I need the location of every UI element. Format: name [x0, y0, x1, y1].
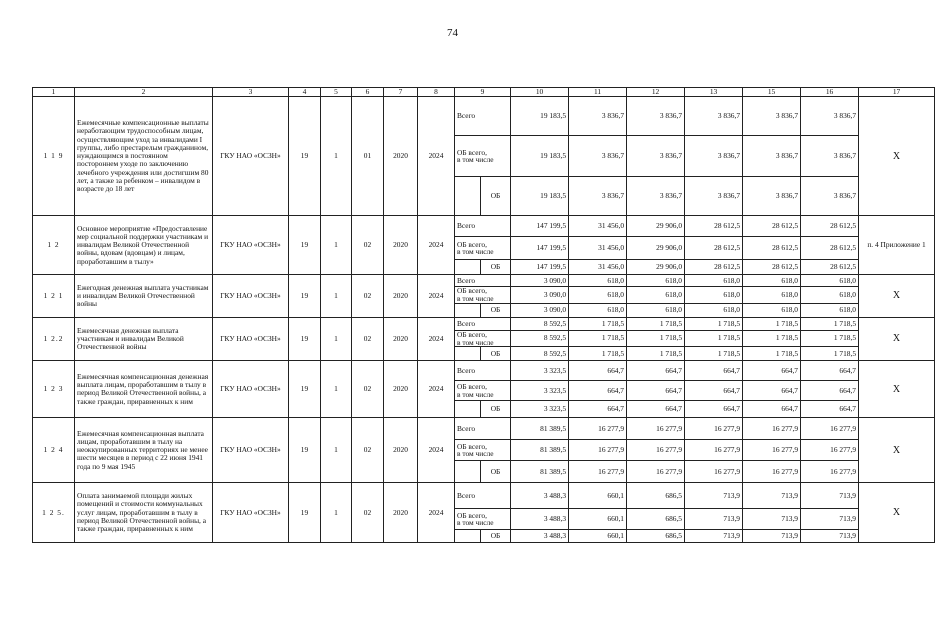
value-cell: 3 836,7 [569, 177, 627, 216]
value-cell: 618,0 [743, 287, 801, 304]
col-header: 9 [455, 88, 511, 97]
value-cell: 686,5 [627, 530, 685, 543]
value-cell: 1 718,5 [685, 347, 743, 361]
value-cell: 81 389,5 [511, 440, 569, 461]
value-cell: 29 906,0 [627, 216, 685, 237]
start-year: 2020 [384, 361, 418, 418]
value-cell: 664,7 [569, 401, 627, 418]
end-year: 2024 [418, 418, 455, 483]
value-cell: 16 277,9 [627, 461, 685, 483]
value-cell: 1 718,5 [801, 347, 859, 361]
value-cell: 147 199,5 [511, 237, 569, 260]
value-cell: 618,0 [569, 275, 627, 287]
code-cell: 1 [321, 275, 352, 318]
table-row [33, 483, 935, 509]
source-ob-total-label: ОБ всего, [457, 441, 487, 451]
code-cell: 1 [321, 97, 352, 216]
value-cell: 1 718,5 [685, 330, 743, 347]
col-header: 4 [289, 88, 321, 97]
value-cell: 16 277,9 [685, 461, 743, 483]
value-cell: 3 836,7 [569, 97, 627, 136]
col-header: 7 [384, 88, 418, 97]
source-ob: ОБ [481, 530, 511, 543]
value-cell: 3 836,7 [743, 97, 801, 136]
value-cell: 664,7 [627, 381, 685, 401]
value-cell: 29 906,0 [627, 237, 685, 260]
note-cell: X [859, 418, 935, 483]
value-cell: 3 488,3 [511, 509, 569, 530]
value-cell: 16 277,9 [743, 418, 801, 440]
value-cell: 618,0 [569, 303, 627, 317]
end-year: 2024 [418, 216, 455, 275]
source-ob-total-label: ОБ всего, [457, 286, 487, 296]
source-ob-total-label: ОБ всего, [457, 382, 487, 392]
activity-name: Ежегодная денежная выплата участникам и инвалидам Великой Отечественной войны [75, 275, 213, 318]
value-cell: 686,5 [627, 483, 685, 509]
value-cell: 618,0 [685, 303, 743, 317]
col-header: 8 [418, 88, 455, 97]
code-cell: 19 [289, 216, 321, 275]
value-cell: 713,9 [743, 509, 801, 530]
end-year: 2024 [418, 97, 455, 216]
note-cell: X [859, 483, 935, 543]
code-cell: 19 [289, 317, 321, 361]
value-cell: 16 277,9 [685, 418, 743, 440]
budget-table [32, 87, 935, 543]
table-row [33, 97, 935, 136]
source-ob-total [455, 330, 511, 347]
source-incl-label: в том числе [457, 337, 494, 347]
row-code: 1 1 9 [33, 97, 75, 216]
activity-name: Ежемесячная компенсационная денежная выплата лицам, проработавшим в тылу в период Великой Отечественной войны, а также граждан, приравненных к ним [75, 361, 213, 418]
col-header: 5 [321, 88, 352, 97]
col-header: 1 [33, 88, 75, 97]
responsible-org: ГКУ НАО «ОСЗН» [213, 317, 289, 361]
source-incl-label: в том числе [457, 294, 494, 304]
value-cell: 28 612,5 [685, 216, 743, 237]
code-cell: 1 [321, 483, 352, 543]
source-ob: ОБ [481, 177, 511, 216]
source-indent [455, 177, 481, 216]
value-cell: 618,0 [801, 303, 859, 317]
value-cell: 3 836,7 [685, 97, 743, 136]
value-cell: 618,0 [743, 303, 801, 317]
value-cell: 16 277,9 [801, 440, 859, 461]
value-cell: 1 718,5 [685, 317, 743, 330]
code-cell: 19 [289, 483, 321, 543]
value-cell: 713,9 [685, 483, 743, 509]
source-indent [455, 260, 481, 275]
value-cell: 81 389,5 [511, 418, 569, 440]
header-row [33, 88, 935, 97]
col-header: 11 [569, 88, 627, 97]
value-cell: 3 488,3 [511, 483, 569, 509]
value-cell: 3 488,3 [511, 530, 569, 543]
value-cell: 618,0 [627, 287, 685, 304]
code-cell: 1 [321, 216, 352, 275]
value-cell: 618,0 [801, 275, 859, 287]
value-cell: 29 906,0 [627, 260, 685, 275]
code-cell: 19 [289, 361, 321, 418]
value-cell: 16 277,9 [569, 440, 627, 461]
col-header: 15 [743, 88, 801, 97]
value-cell: 8 592,5 [511, 347, 569, 361]
value-cell: 713,9 [801, 530, 859, 543]
start-year: 2020 [384, 97, 418, 216]
value-cell: 686,5 [627, 509, 685, 530]
code-cell: 02 [352, 275, 384, 318]
value-cell: 3 090,0 [511, 287, 569, 304]
value-cell: 1 718,5 [627, 330, 685, 347]
source-total: Всего [455, 361, 511, 381]
source-ob: ОБ [481, 401, 511, 418]
row-code: 1 2 1 [33, 275, 75, 318]
source-ob: ОБ [481, 347, 511, 361]
value-cell: 3 836,7 [685, 136, 743, 177]
source-ob: ОБ [481, 260, 511, 275]
value-cell: 16 277,9 [801, 461, 859, 483]
value-cell: 713,9 [685, 530, 743, 543]
table-row [33, 317, 935, 330]
value-cell: 3 836,7 [685, 177, 743, 216]
value-cell: 28 612,5 [685, 260, 743, 275]
value-cell: 147 199,5 [511, 260, 569, 275]
code-cell: 1 [321, 418, 352, 483]
activity-name: Основное мероприятие «Предоставление мер социальной поддержки участникам и инвалидам Великой Отечественной войны, вдовам (вдовцам) и лицам, проработавшим в тылу» [75, 216, 213, 275]
source-ob-total-label: ОБ всего, [457, 510, 487, 520]
value-cell: 16 277,9 [743, 461, 801, 483]
value-cell: 1 718,5 [743, 347, 801, 361]
code-cell: 1 [321, 317, 352, 361]
responsible-org: ГКУ НАО «ОСЗН» [213, 361, 289, 418]
source-ob-total [455, 509, 511, 530]
responsible-org: ГКУ НАО «ОСЗН» [213, 418, 289, 483]
source-indent [455, 530, 481, 543]
table-row [33, 216, 935, 237]
source-ob-total [455, 381, 511, 401]
value-cell: 1 718,5 [743, 330, 801, 347]
value-cell: 3 090,0 [511, 275, 569, 287]
value-cell: 16 277,9 [743, 440, 801, 461]
source-total: Всего [455, 418, 511, 440]
value-cell: 664,7 [801, 401, 859, 418]
value-cell: 8 592,5 [511, 330, 569, 347]
value-cell: 28 612,5 [743, 260, 801, 275]
activity-name: Ежемесячная денежная выплата участникам и инвалидам Великой Отечественной войны [75, 317, 213, 361]
value-cell: 16 277,9 [569, 461, 627, 483]
col-header: 10 [511, 88, 569, 97]
source-incl-label: в том числе [457, 389, 494, 399]
value-cell: 1 718,5 [743, 317, 801, 330]
source-incl-label: в том числе [457, 155, 494, 165]
value-cell: 3 090,0 [511, 303, 569, 317]
code-cell: 02 [352, 317, 384, 361]
value-cell: 31 456,0 [569, 216, 627, 237]
source-indent [455, 303, 481, 317]
value-cell: 28 612,5 [801, 237, 859, 260]
value-cell: 1 718,5 [569, 347, 627, 361]
source-total: Всего [455, 216, 511, 237]
value-cell: 16 277,9 [801, 418, 859, 440]
value-cell: 618,0 [801, 287, 859, 304]
table-row [33, 418, 935, 440]
responsible-org: ГКУ НАО «ОСЗН» [213, 216, 289, 275]
end-year: 2024 [418, 275, 455, 318]
value-cell: 28 612,5 [801, 260, 859, 275]
source-indent [455, 347, 481, 361]
value-cell: 31 456,0 [569, 237, 627, 260]
source-ob: ОБ [481, 461, 511, 483]
source-total: Всего [455, 483, 511, 509]
value-cell: 3 836,7 [801, 97, 859, 136]
value-cell: 660,1 [569, 530, 627, 543]
source-total: Всего [455, 97, 511, 136]
value-cell: 16 277,9 [627, 418, 685, 440]
activity-name: Оплата занимаемой площади жилых помещений и стоимости коммунальных услуг лицам, проработавшим в тылу в период Великой Отечественной войны, а также граждан, приравненных к ним [75, 483, 213, 543]
value-cell: 3 323,5 [511, 381, 569, 401]
end-year: 2024 [418, 483, 455, 543]
source-incl-label: в том числе [457, 449, 494, 459]
start-year: 2020 [384, 483, 418, 543]
value-cell: 664,7 [743, 361, 801, 381]
code-cell: 19 [289, 418, 321, 483]
value-cell: 713,9 [685, 509, 743, 530]
value-cell: 3 836,7 [627, 177, 685, 216]
value-cell: 664,7 [801, 381, 859, 401]
source-ob-total-label: ОБ всего, [457, 329, 487, 339]
code-cell: 02 [352, 483, 384, 543]
col-header: 13 [685, 88, 743, 97]
value-cell: 16 277,9 [569, 418, 627, 440]
value-cell: 3 836,7 [801, 136, 859, 177]
source-ob-total [455, 136, 511, 177]
value-cell: 3 323,5 [511, 401, 569, 418]
value-cell: 81 389,5 [511, 461, 569, 483]
value-cell: 3 836,7 [627, 97, 685, 136]
value-cell: 664,7 [685, 381, 743, 401]
source-ob-total [455, 440, 511, 461]
end-year: 2024 [418, 317, 455, 361]
note-cell: X [859, 97, 935, 216]
source-ob-total-label: ОБ всего, [457, 239, 487, 249]
value-cell: 664,7 [743, 401, 801, 418]
start-year: 2020 [384, 275, 418, 318]
note-cell: п. 4 Приложение 1 [859, 216, 935, 275]
value-cell: 1 718,5 [569, 317, 627, 330]
row-code: 1 2 4 [33, 418, 75, 483]
value-cell: 19 183,5 [511, 97, 569, 136]
value-cell: 3 323,5 [511, 361, 569, 381]
value-cell: 713,9 [743, 483, 801, 509]
value-cell: 664,7 [569, 381, 627, 401]
value-cell: 28 612,5 [743, 237, 801, 260]
source-total: Всего [455, 317, 511, 330]
source-ob: ОБ [481, 303, 511, 317]
code-cell: 02 [352, 216, 384, 275]
value-cell: 618,0 [743, 275, 801, 287]
col-header: 6 [352, 88, 384, 97]
col-header: 12 [627, 88, 685, 97]
note-cell: X [859, 361, 935, 418]
code-cell: 19 [289, 97, 321, 216]
value-cell: 3 836,7 [569, 136, 627, 177]
source-ob-total-label: ОБ всего, [457, 147, 487, 157]
value-cell: 28 612,5 [685, 237, 743, 260]
page-number: 74 [447, 27, 458, 39]
value-cell: 664,7 [685, 401, 743, 418]
table-row [33, 361, 935, 381]
source-incl-label: в том числе [457, 518, 494, 528]
value-cell: 3 836,7 [801, 177, 859, 216]
source-ob-total [455, 237, 511, 260]
note-cell: X [859, 317, 935, 361]
code-cell: 1 [321, 361, 352, 418]
row-code: 1 2.2 [33, 317, 75, 361]
source-indent [455, 401, 481, 418]
code-cell: 19 [289, 275, 321, 318]
value-cell: 1 718,5 [627, 347, 685, 361]
value-cell: 3 836,7 [627, 136, 685, 177]
responsible-org: ГКУ НАО «ОСЗН» [213, 483, 289, 543]
table-body [33, 97, 935, 543]
value-cell: 1 718,5 [569, 330, 627, 347]
col-header: 2 [75, 88, 213, 97]
responsible-org: ГКУ НАО «ОСЗН» [213, 97, 289, 216]
col-header: 16 [801, 88, 859, 97]
source-total: Всего [455, 275, 511, 287]
value-cell: 1 718,5 [801, 317, 859, 330]
row-code: 1 2 [33, 216, 75, 275]
value-cell: 664,7 [801, 361, 859, 381]
value-cell: 618,0 [627, 275, 685, 287]
value-cell: 713,9 [801, 509, 859, 530]
value-cell: 660,1 [569, 509, 627, 530]
start-year: 2020 [384, 418, 418, 483]
value-cell: 1 718,5 [627, 317, 685, 330]
end-year: 2024 [418, 361, 455, 418]
start-year: 2020 [384, 216, 418, 275]
source-incl-label: в том числе [457, 247, 494, 257]
source-indent [455, 461, 481, 483]
row-code: 1 2 5. [33, 483, 75, 543]
code-cell: 02 [352, 418, 384, 483]
value-cell: 664,7 [627, 361, 685, 381]
value-cell: 16 277,9 [685, 440, 743, 461]
col-header: 3 [213, 88, 289, 97]
table-row [33, 275, 935, 287]
value-cell: 3 836,7 [743, 136, 801, 177]
value-cell: 1 718,5 [801, 330, 859, 347]
value-cell: 618,0 [569, 287, 627, 304]
value-cell: 713,9 [743, 530, 801, 543]
row-code: 1 2 3 [33, 361, 75, 418]
value-cell: 3 836,7 [743, 177, 801, 216]
activity-name: Ежемесячная компенсационная выплата лицам, проработавшим в тылу на неоккупированных территориях не менее шести месяцев в период с 22 июня 1941 года по 9 мая 1945 [75, 418, 213, 483]
start-year: 2020 [384, 317, 418, 361]
activity-name: Ежемесячные компенсационные выплаты неработающим трудоспособным лицам, осуществляющим уход за инвалидами I группы, либо престарелым гражданином, нуждающимся в постоянном постороннем уходе по заключению лечебного учреждения или достигшим 80 лет, а также за ребенком – инвалидом в возрасте до 18 лет [75, 97, 213, 216]
value-cell: 19 183,5 [511, 177, 569, 216]
code-cell: 01 [352, 97, 384, 216]
value-cell: 618,0 [685, 275, 743, 287]
col-header: 17 [859, 88, 935, 97]
value-cell: 618,0 [685, 287, 743, 304]
value-cell: 31 456,0 [569, 260, 627, 275]
responsible-org: ГКУ НАО «ОСЗН» [213, 275, 289, 318]
source-ob-total [455, 287, 511, 304]
value-cell: 618,0 [627, 303, 685, 317]
value-cell: 664,7 [569, 361, 627, 381]
value-cell: 28 612,5 [801, 216, 859, 237]
value-cell: 16 277,9 [627, 440, 685, 461]
value-cell: 8 592,5 [511, 317, 569, 330]
value-cell: 19 183,5 [511, 136, 569, 177]
code-cell: 02 [352, 361, 384, 418]
value-cell: 660,1 [569, 483, 627, 509]
value-cell: 147 199,5 [511, 216, 569, 237]
value-cell: 664,7 [627, 401, 685, 418]
value-cell: 664,7 [743, 381, 801, 401]
note-cell: X [859, 275, 935, 318]
value-cell: 713,9 [801, 483, 859, 509]
value-cell: 664,7 [685, 361, 743, 381]
value-cell: 28 612,5 [743, 216, 801, 237]
